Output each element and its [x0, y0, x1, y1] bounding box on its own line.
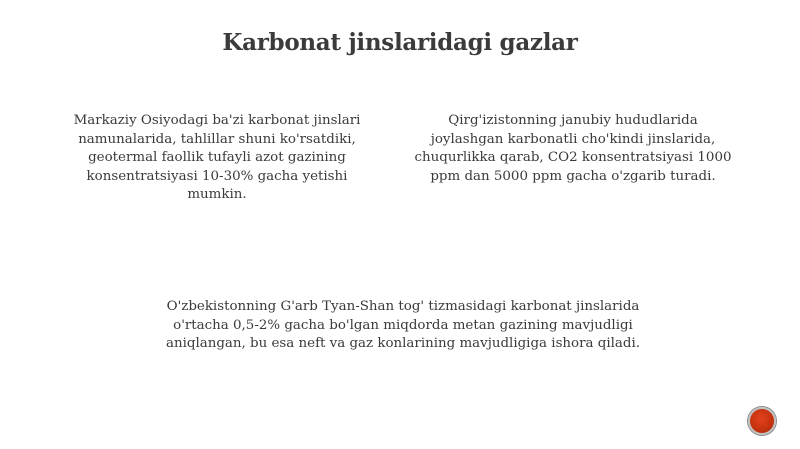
- bottom-paragraph: [100, 298, 706, 354]
- left-paragraph: [52, 112, 382, 205]
- slide-title: Karbonat jinslaridagi gazlar: [222, 29, 578, 56]
- left-paragraph-line: mumkin.: [187, 187, 247, 203]
- right-paragraph-line: Qirg'izistonning janubiy hududlarida: [448, 113, 698, 128]
- bottom-paragraph-line: O'zbekistonning G'arb Tyan-Shan tog' tizmasidagi karbonat jinslarida: [166, 299, 640, 314]
- circle-nav-button-icon[interactable]: [748, 407, 776, 435]
- left-paragraph-line: namunalarida, tahlillar shuni ko'rsatdiki,: [78, 131, 356, 147]
- right-paragraph-line: chuqurlikka qarab, CO2 konsentratsiyasi 1000: [414, 150, 732, 166]
- right-paragraph-line: ppm dan 5000 ppm gacha o'zgarib turadi.: [430, 168, 716, 184]
- right-paragraph: [398, 112, 748, 186]
- left-paragraph-line: konsentratsiyasi 10-30% gacha yetishi: [86, 168, 348, 184]
- bottom-paragraph-line: o'rtacha 0,5-2% gacha bo'lgan miqdorda metan gazining mavjudligi: [173, 317, 633, 333]
- left-paragraph-line: Markaziy Osiyodagi ba'zi karbonat jinslari: [73, 113, 361, 128]
- right-paragraph-line: joylashgan karbonatli cho'kindi jinslarida,: [430, 131, 716, 147]
- left-paragraph-line: geotermal faollik tufayli azot gazining: [88, 150, 346, 166]
- bottom-paragraph-line: aniqlangan, bu esa neft va gaz konlarining mavjudligiga ishora qiladi.: [166, 336, 640, 352]
